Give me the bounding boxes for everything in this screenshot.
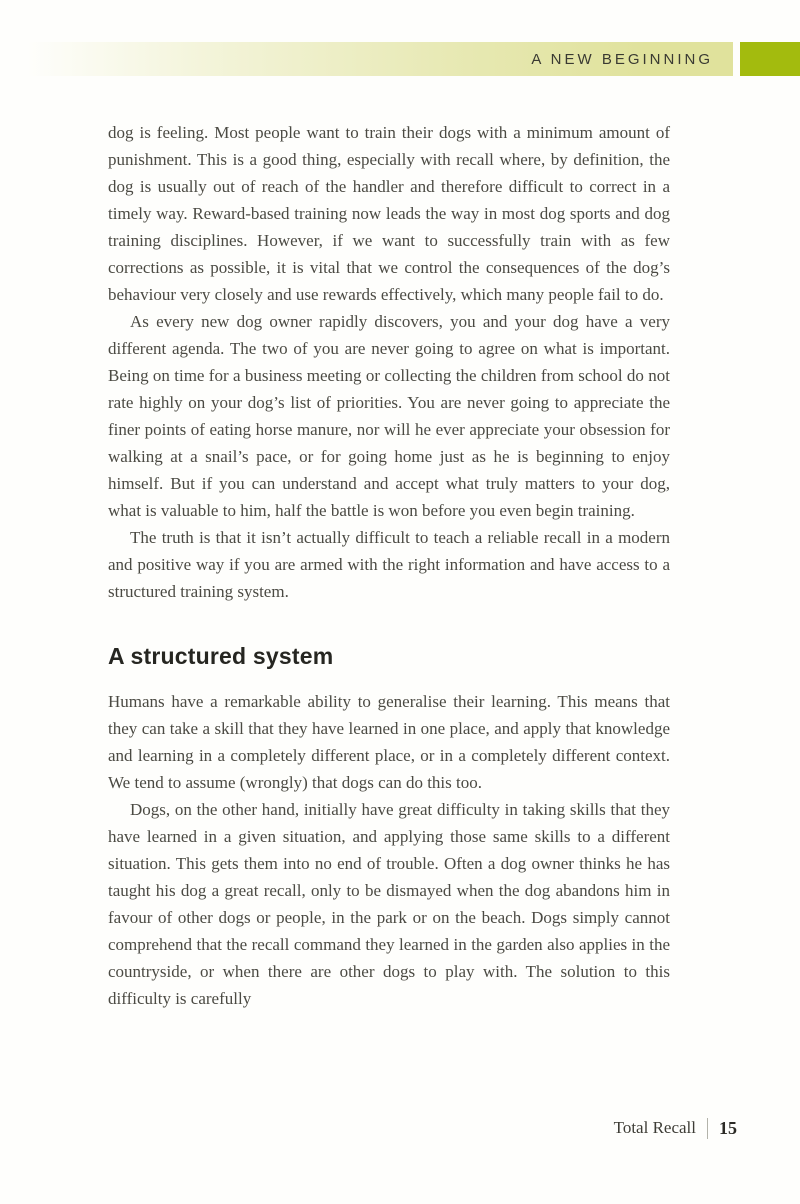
running-book-title: Total Recall bbox=[613, 1118, 696, 1137]
paragraph-1: dog is feeling. Most people want to train their dogs with a minimum amount of punishment. This is a good thing, especially with recall where, by definition, the dog is usually out of reach of the handler and therefore difficult to correct in a timely way. Reward-based training now leads the way in most dog sports and dog training disciplines. However, if we want to successfully train with as few corrections as possible, it is vital that we control the consequences of the dog’s behaviour very closely and use rewards effectively, which many people fail to do. bbox=[108, 123, 670, 304]
paragraph-4: Humans have a remarkable ability to generalise their learning. This means that they can take a skill that they have learned in one place, and apply that knowledge and learning in a completely different place, or in a completely different context. We tend to assume (wrongly) that dogs can do this too. bbox=[108, 692, 670, 792]
footer-divider bbox=[707, 1118, 708, 1139]
chapter-title: A NEW BEGINNING bbox=[531, 50, 713, 68]
chapter-header-band bbox=[0, 42, 800, 76]
paragraph-5: Dogs, on the other hand, initially have great difficulty in taking skills that they have learned in a given situation, and applying those same skills to a different situation. This gets them into no end of trouble. Often a dog owner thinks he has taught his dog a great recall, only to be dismayed when the dog abandons him in favour of other dogs or people, in the park or on the beach. Dogs simply cannot comprehend that the recall command they learned in the garden also applies in the countryside, or when there are other dogs to play with. The solution to this difficulty is carefully bbox=[108, 800, 670, 1008]
page-number: 15 bbox=[719, 1117, 737, 1138]
page-body bbox=[108, 119, 670, 1012]
header-gradient-bar bbox=[26, 42, 733, 76]
paragraph-2: As every new dog owner rapidly discovers, you and your dog have a very different agenda. The two of you are never going to agree on what is important. Being on time for a business meeting or collecting the children from school do not rate highly on your dog’s list of priorities. You are never going to appreciate the finer points of eating horse manure, nor will he ever appreciate your obsession for walking at a snail’s pace, or for going home just as he is beginning to enjoy himself. But if you can understand and accept what truly matters to your dog, what is valuable to him, half the battle is won before you even begin training. bbox=[108, 312, 670, 520]
paragraph-3: The truth is that it isn’t actually difficult to teach a reliable recall in a modern and positive way if you are armed with the right information and have access to a structured training system. bbox=[108, 528, 670, 601]
page-footer bbox=[614, 1114, 737, 1142]
section-heading: A structured system bbox=[108, 643, 334, 669]
header-accent-block bbox=[740, 42, 800, 76]
